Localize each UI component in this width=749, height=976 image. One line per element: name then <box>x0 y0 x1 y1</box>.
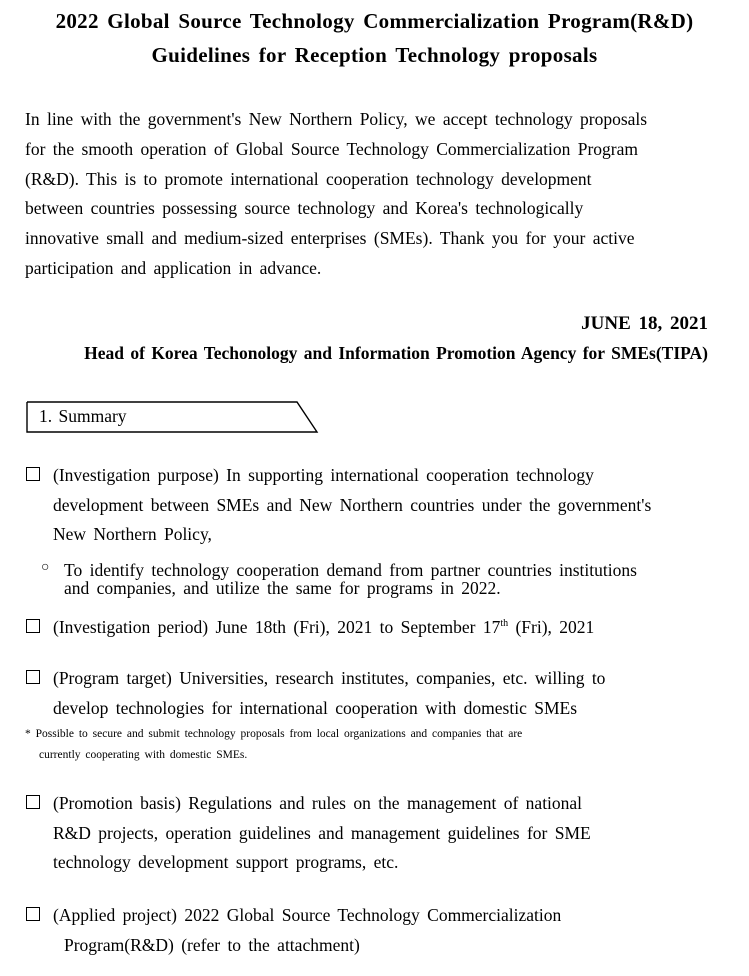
item-line: develop technologies for international cooperation with domestic SMEs <box>53 697 578 718</box>
checkbox-icon <box>26 619 40 633</box>
intro-line: In line with the government's New Northern Policy, we accept technology proposals <box>25 109 648 129</box>
intro-line: innovative small and medium-sized enterprises (SMEs). Thank you for your active <box>25 228 635 249</box>
sub-item-line: and companies, and utilize the same for programs in 2022. <box>64 578 501 598</box>
item-line: R&D projects, operation guidelines and management guidelines for SME <box>53 822 591 843</box>
period-prefix: (Investigation period) June 18th (Fri), 2021 to September 17 <box>53 617 501 637</box>
signature-head: Head of Korea Techonology and Information Promotion Agency for SMEs(TIPA) <box>84 343 708 363</box>
item-line: development between SMEs and New Northern countries under the government's <box>53 494 652 515</box>
section-heading-summary <box>26 401 318 432</box>
period-superscript: th <box>500 618 509 630</box>
period-suffix: (Fri), 2021 <box>508 617 595 637</box>
checkbox-icon <box>26 467 40 481</box>
footnote-line: * Possible to secure and submit technology proposals from local organizations and companies that are <box>25 728 523 740</box>
item-text <box>53 789 591 878</box>
intro-line: (R&D). This is to promote international cooperation technology development <box>25 168 592 189</box>
checkbox-icon <box>26 670 40 684</box>
item-line: technology development support programs, etc. <box>53 852 399 872</box>
item-line: (Program target) Universities, research institutes, companies, etc. willing to <box>53 668 606 688</box>
signature-date: JUNE 18, 2021 <box>581 313 708 334</box>
item-line: (Investigation purpose) In supporting international cooperation technology <box>53 465 594 485</box>
intro-line: for the smooth operation of Global Source Technology Commercialization Program <box>25 138 639 159</box>
footnote <box>25 724 522 766</box>
circle-bullet-icon: ○ <box>41 560 50 575</box>
item-line: (Promotion basis) Regulations and rules on the management of national <box>53 793 583 813</box>
item-text <box>53 901 561 960</box>
item-text <box>53 461 651 550</box>
intro-line: participation and application in advance. <box>25 257 322 278</box>
checkbox-icon <box>26 795 40 809</box>
title-line-1: 2022 Global Source Technology Commercialization Program(R&D) <box>55 9 694 33</box>
item-line: Program(R&D) (refer to the attachment) <box>64 934 360 955</box>
footnote-line: currently cooperating with domestic SMEs. <box>39 749 248 761</box>
item-line: (Applied project) 2022 Global Source Technology Commercialization <box>53 905 562 925</box>
item-text <box>53 664 605 723</box>
section-heading-label: 1. Summary <box>39 406 127 426</box>
sub-item-line: To identify technology cooperation demand from partner countries institutions <box>64 560 637 580</box>
title-line-2: Guidelines for Reception Technology proposals <box>151 43 598 67</box>
checkbox-icon <box>26 907 40 921</box>
item-text <box>53 613 594 643</box>
intro-paragraph <box>25 105 715 284</box>
intro-line: between countries possessing source technology and Korea's technologically <box>25 198 584 219</box>
item-line: New Northern Policy, <box>53 524 212 544</box>
sub-item-text <box>64 561 637 597</box>
